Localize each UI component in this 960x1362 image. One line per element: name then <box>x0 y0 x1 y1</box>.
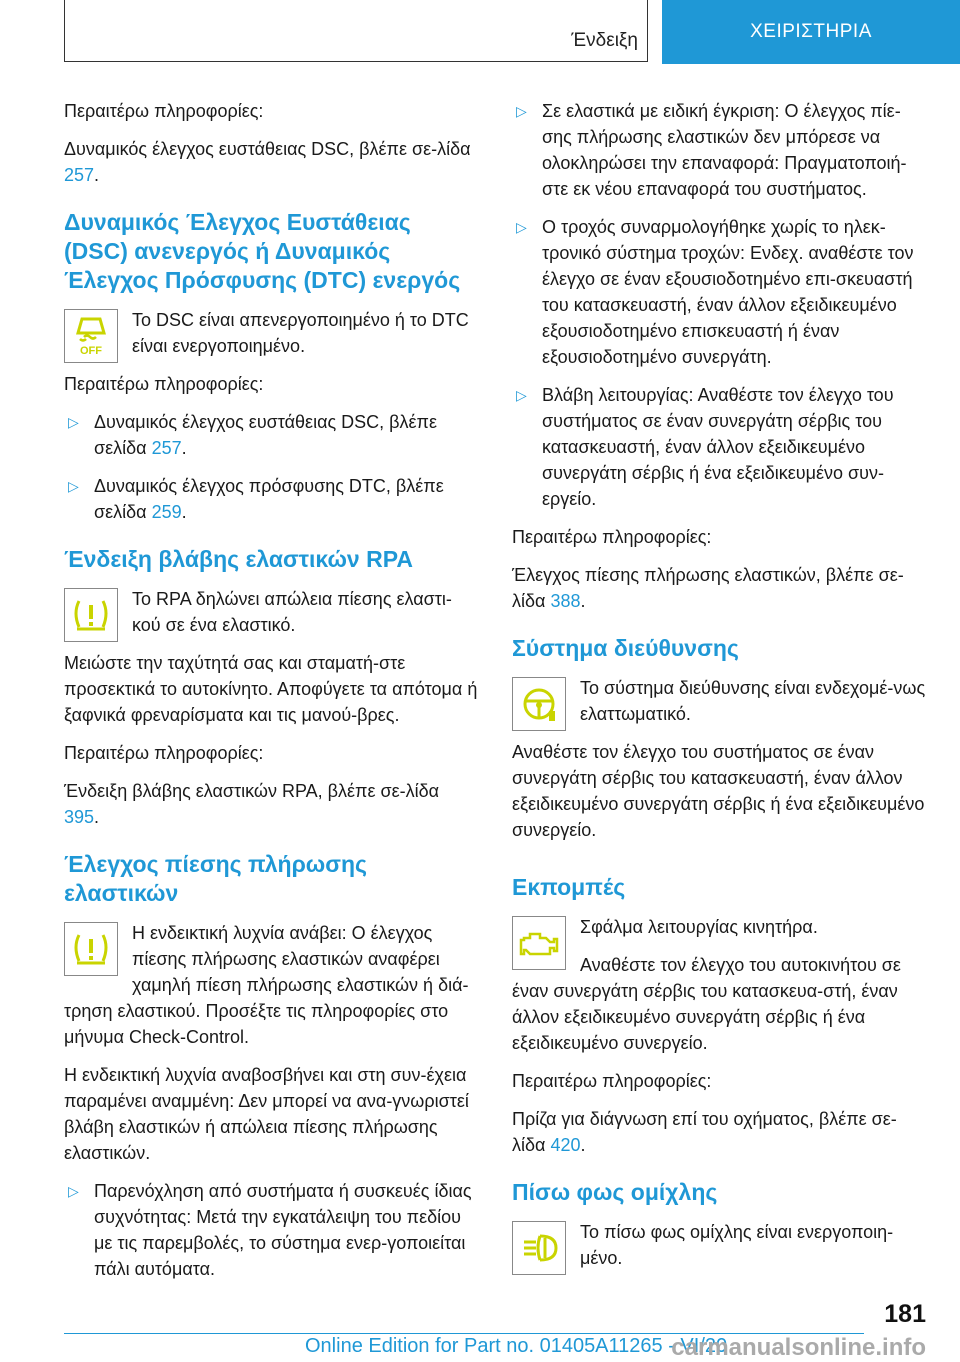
icon-row <box>512 675 926 843</box>
bullet-triangle-icon: ▷ <box>516 219 527 235</box>
text: Δυναμικός έλεγχος ευστάθειας DSC, βλέπε σε‐λίδα <box>64 139 471 159</box>
text: Ένδειξη βλάβης ελαστικών RPA, βλέπε σε‐λίδα <box>64 781 440 801</box>
paragraph: Αναθέστε τον έλεγχο του συστήματος σε έναν συνεργάτη σέρβις του κατασκευαστή, έναν άλλον εξειδικευμένο συνεργάτη σέρβις ή ένα εξειδικευμένο συνεργείο. <box>512 742 925 840</box>
list-item <box>64 1178 478 1282</box>
bullet-triangle-icon: ▷ <box>516 387 527 403</box>
list-item: ▷ Δυναμικός έλεγχος ευστάθειας DSC, βλέπε σελίδα 257. <box>64 409 478 461</box>
section-title: Ένδειξη <box>571 30 638 51</box>
paragraph: Σφάλμα λειτουργίας κινητήρα. <box>580 917 818 937</box>
tire-pressure-icon <box>64 588 118 642</box>
dsc-off-icon <box>64 309 118 363</box>
tire-pressure-icon <box>64 922 118 976</box>
list-item <box>512 214 926 370</box>
icon-row <box>512 914 926 1056</box>
rear-fog-light-icon <box>512 1221 566 1275</box>
text: Ο τροχός συναρμολογήθηκε χωρίς το ηλεκ‐τρονικό σύστημα τροχών: Ενδεχ. αναθέστε τον έλεγχο σε έναν εξουσιοδοτημένο επι‐σκευαστή του κατασκευαστή, έναν άλλον εξειδικευμένο εξουσιοδοτημένο επισκευαστή ή έναν εξουσιοδοτημένο συνεργάτη. <box>542 217 914 367</box>
list-item: ▷ Δυναμικός έλεγχος πρόσφυσης DTC, βλέπε σελίδα 259. <box>64 473 478 525</box>
paragraph: Μειώστε την ταχύτητά σας και σταματή‐στε προσεκτικά το αυτοκίνητο. Αποφύγετε τα απότομα ή ξαφνικά φρεναρίσματα και τις μανού‐βρες. <box>64 653 478 725</box>
chapter-tab <box>662 0 960 64</box>
section-heading: Πίσω φως ομίχλης <box>512 1179 718 1205</box>
paragraph: Δυναμικός έλεγχος ευστάθειας DSC, βλέπε σε‐λίδα 257. <box>64 139 471 185</box>
page-header <box>64 0 960 64</box>
text: Δυναμικός έλεγχος πρόσφυσης DTC, βλέπε σελίδα <box>94 476 444 522</box>
paragraph: Περαιτέρω πληροφορίες: <box>64 743 264 763</box>
paragraph: Το RPA δηλώνει απώλεια πίεσης ελαστι‐κού σε ένα ελαστικό. <box>132 589 452 635</box>
chapter-label: ΧΕΙΡΙΣΤΗΡΙΑ <box>750 21 872 42</box>
text: Βλάβη λειτουργίας: Αναθέστε τον έλεγχο του συστήματος σε έναν συνεργάτη σέρβις του κατασκευαστή, έναν άλλον εξειδικευμένο συνεργάτη σέρβις ή ένα εξειδικευμένο συν‐εργείο. <box>542 385 894 509</box>
text: Πρίζα για διάγνωση επί του οχήματος, βλέπε σε‐λίδα <box>512 1109 897 1155</box>
page-link[interactable]: 420 <box>550 1135 581 1155</box>
paragraph: Περαιτέρω πληροφορίες: <box>512 1071 712 1091</box>
paragraph: Ένδειξη βλάβης ελαστικών RPA, βλέπε σε‐λίδα 395. <box>64 781 440 827</box>
left-column <box>64 98 478 1294</box>
page-link[interactable]: 395 <box>64 807 95 827</box>
section-heading: Σύστημα διεύθυνσης <box>512 635 739 661</box>
engine-icon <box>512 916 566 970</box>
section-heading: Εκπομπές <box>512 874 626 900</box>
page-link[interactable]: 388 <box>550 591 581 611</box>
bullet-triangle-icon: ▷ <box>68 414 79 430</box>
paragraph: Περαιτέρω πληροφορίες: <box>64 101 264 121</box>
icon-row <box>64 586 478 728</box>
section-heading: Ένδειξη βλάβης ελαστικών RPA <box>64 546 413 572</box>
paragraph: Πρίζα για διάγνωση επί του οχήματος, βλέπε σε‐λίδα 420. <box>512 1109 897 1155</box>
svg-text:OFF: OFF <box>80 345 102 357</box>
page-link[interactable]: 257 <box>64 165 95 185</box>
page-link[interactable]: 257 <box>151 438 182 458</box>
icon-row <box>64 920 478 1050</box>
watermark: carmanualsonline.info <box>671 1334 926 1361</box>
paragraph: Περαιτέρω πληροφορίες: <box>512 527 712 547</box>
paragraph: Περαιτέρω πληροφορίες: <box>64 374 264 394</box>
header-frame <box>64 0 648 62</box>
paragraph: Η ενδεικτική λυχνία αναβοσβήνει και στη συν‐έχεια παραμένει αναμμένη: Δεν μπορεί να ανα‐γνωριστεί βλάβη ελαστικών ή απώλεια πίεσης πλήρωσης ελαστικών. <box>64 1065 469 1163</box>
paragraph: Το DSC είναι απενεργοποιημένο ή το DTC είναι ενεργοποιημένο. <box>132 310 469 356</box>
steering-icon <box>512 677 566 731</box>
bullet-triangle-icon: ▷ <box>516 103 527 119</box>
list-item <box>512 382 926 512</box>
icon-row <box>64 307 478 371</box>
paragraph: Αναθέστε τον έλεγχο του αυτοκινήτου σε έναν συνεργάτη σέρβις του κατασκευα‐στή, έναν άλλον εξειδικευμένο συνεργάτη σέρβις ή ένα εξειδικευμένο συνεργείο. <box>512 955 901 1053</box>
bullet-triangle-icon: ▷ <box>68 1183 79 1199</box>
text: Έλεγχος πίεσης πλήρωσης ελαστικών, βλέπε σε‐λίδα <box>512 565 904 611</box>
right-column <box>512 98 926 1281</box>
list-item <box>512 98 926 202</box>
paragraph: Η ενδεικτική λυχνία ανάβει: Ο έλεγχος πίεσης πλήρωσης ελαστικών αναφέρει χαμηλή πίεση πλήρωσης ελαστικών ή διά‐τρηση ελαστικού. Προσέξτε τις πληροφορίες στο μήνυμα Check-Control. <box>64 923 469 1047</box>
icon-row <box>512 1219 926 1279</box>
bullet-triangle-icon: ▷ <box>68 478 79 494</box>
page-link[interactable]: 259 <box>151 502 182 522</box>
edition-footer: Online Edition for Part no. 01405A11265 - VI/20 <box>305 1335 728 1357</box>
text: Δυναμικός έλεγχος ευστάθειας DSC, βλέπε σελίδα <box>94 412 437 458</box>
paragraph: Έλεγχος πίεσης πλήρωσης ελαστικών, βλέπε σε‐λίδα 388. <box>512 565 904 611</box>
section-heading: Δυναμικός Έλεγχος Ευστάθειας (DSC) ανενεργός ή Δυναμικός Έλεγχος Πρόσφυσης (DTC) ενεργός <box>64 209 461 293</box>
section-heading: Έλεγχος πίεσης πλήρωσης ελαστικών <box>64 851 367 906</box>
text: Παρενόχληση από συστήματα ή συσκευές ίδιας συχνότητας: Μετά την εγκατάλειψη του πεδίου με τις παρεμβολές, το σύστημα ενερ‐γοποιείται πάλι αυτόματα. <box>94 1181 472 1279</box>
paragraph: Το σύστημα διεύθυνσης είναι ενδεχομέ‐νως ελαττωματικό. <box>580 678 926 724</box>
text: Σε ελαστικά με ειδική έγκριση: Ο έλεγχος πίε‐σης πλήρωσης ελαστικών δεν μπόρεσε να ολοκληρώσει την επαναφορά: Πραγματοποιή‐στε εκ νέου επαναφορά του συστήματος. <box>542 101 907 199</box>
page-number: 181 <box>884 1300 926 1328</box>
paragraph: Το πίσω φως ομίχλης είναι ενεργοποιη‐μένο. <box>580 1222 894 1268</box>
